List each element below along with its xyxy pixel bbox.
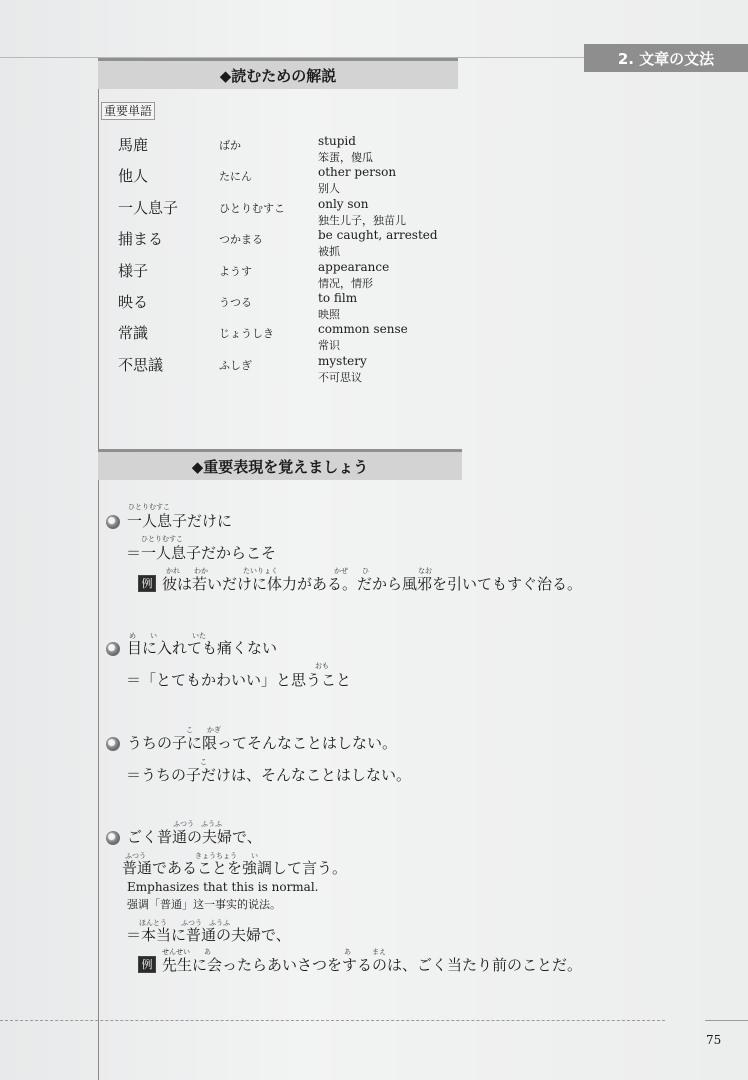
- margin-rule: [98, 58, 99, 1080]
- vocab-chinese: 不可思议: [318, 371, 362, 384]
- footer-rule: [705, 1020, 748, 1021]
- vocab-reading: じょうしき: [219, 327, 274, 340]
- note-chinese: 强调「普通」这一事实的说法。: [127, 898, 281, 911]
- vocab-chinese: 笨蛋，傻瓜: [318, 151, 373, 164]
- furigana: ひとりむすこ: [141, 535, 183, 543]
- vocab-reading: ようす: [219, 265, 252, 278]
- vocab-word: 常識: [118, 324, 149, 342]
- vocab-reading: ばか: [219, 139, 241, 152]
- vocab-english: stupid: [318, 134, 356, 148]
- example-badge: 例: [138, 956, 156, 973]
- furigana: め い いた: [129, 632, 206, 640]
- example-sentence: [138, 573, 582, 594]
- vocab-word: 様子: [118, 262, 149, 280]
- expression-equivalent: ＝本当に普通の夫婦で、: [126, 926, 291, 944]
- vocab-chinese: 被抓: [318, 245, 340, 258]
- vocab-word: 映る: [118, 293, 149, 311]
- vocab-word: 他人: [118, 167, 149, 185]
- expression-heading: 一人息子だけに: [127, 512, 233, 530]
- example-badge: 例: [138, 575, 156, 592]
- bullet-icon: [106, 515, 120, 529]
- vocab-english: to film: [318, 291, 358, 305]
- expression-note: 普通であることを強調して言う。: [122, 859, 348, 877]
- vocab-reading: ふしぎ: [219, 359, 252, 372]
- vocab-label: 重要単語: [101, 102, 155, 120]
- vocab-reading: たにん: [219, 170, 252, 183]
- expression-equivalent: ＝一人息子だからこそ: [126, 544, 277, 562]
- furigana: ふつう ふうふ: [173, 820, 222, 828]
- vocab-english: be caught, arrested: [318, 228, 438, 242]
- page-number: 75: [706, 1033, 722, 1047]
- vocab-english: other person: [318, 165, 397, 179]
- vocab-chinese: 情况，情形: [318, 277, 373, 290]
- vocab-word: 一人息子: [118, 199, 179, 217]
- example-text: 先生に会ったらあいさつをするのは、ごく当たり前のことだ。: [162, 956, 583, 974]
- furigana: せんせい あ あ まえ: [162, 948, 386, 956]
- furigana: こ: [200, 758, 207, 766]
- vocab-chinese: 常识: [318, 339, 340, 352]
- expression-heading: ごく普通の夫婦で、: [127, 828, 262, 846]
- vocab-word: 不思議: [118, 356, 164, 374]
- bullet-icon: [106, 737, 120, 751]
- expression-equivalent: ＝うちの子だけは、そんなことはしない。: [126, 766, 412, 784]
- furigana: ふつう きょうちょう い: [125, 852, 258, 860]
- vocab-reading: ひとりむすこ: [219, 202, 285, 215]
- footer-dashed-rule: [0, 1020, 665, 1021]
- expression-heading: 目に入れても痛くない: [127, 639, 278, 657]
- section-header-key-expressions: ◆重要表現を覚えましょう: [98, 449, 462, 480]
- vocab-chinese: 独生儿子，独苗儿: [318, 214, 406, 227]
- bullet-icon: [106, 642, 120, 656]
- vocab-reading: つかまる: [219, 233, 263, 246]
- vocab-english: common sense: [318, 322, 408, 336]
- furigana: かれ わか たいりょく かぜ ひ なお: [166, 567, 432, 575]
- furigana: おも: [315, 662, 329, 670]
- furigana: こ かぎ: [186, 726, 221, 734]
- vocab-english: appearance: [318, 260, 390, 274]
- furigana: ひとりむすこ: [128, 503, 170, 511]
- bullet-icon: [106, 831, 120, 845]
- example-text: 彼は若いだけに体力がある。だから風邪を引いてもすぐ治る。: [162, 575, 583, 593]
- chapter-tab: 2. 文章の文法: [584, 44, 748, 72]
- example-sentence: [138, 954, 582, 975]
- note-english: Emphasizes that this is normal.: [127, 880, 319, 894]
- vocab-chinese: 别人: [318, 182, 340, 195]
- vocab-word: 捕まる: [118, 230, 164, 248]
- expression-equivalent: ＝「とてもかわいい」と思うこと: [126, 671, 352, 689]
- vocab-reading: うつる: [219, 296, 252, 309]
- vocab-chinese: 映照: [318, 308, 340, 321]
- vocab-english: only son: [318, 197, 369, 211]
- expression-heading: うちの子に限ってそんなことはしない。: [127, 734, 398, 752]
- furigana: ほんとう ふつう ふうふ: [139, 919, 230, 927]
- vocab-word: 馬鹿: [118, 136, 149, 154]
- vocab-english: mystery: [318, 354, 367, 368]
- section-header-reading-notes: ◆読むための解説: [98, 58, 458, 89]
